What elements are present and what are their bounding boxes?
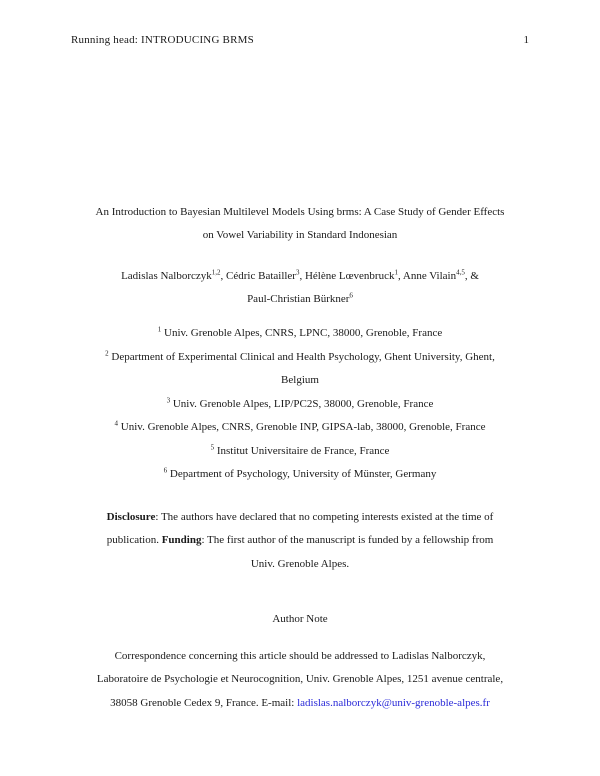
paper-title-line-2: on Vowel Variability in Standard Indonesian xyxy=(202,229,398,241)
paper-title-line-1: An Introduction to Bayesian Multilevel Models Using brms: A Case Study of Gender Effects xyxy=(95,206,505,218)
author-affiliation-marker: 1,2 xyxy=(211,268,221,277)
affiliation-2 xyxy=(0,351,600,363)
affiliation-number: 2 xyxy=(105,349,109,358)
author-list xyxy=(0,266,600,286)
author-affiliation-marker: 6 xyxy=(349,291,353,300)
author-name: Ladislas Nalborczyk xyxy=(121,270,212,282)
author-note-line-3 xyxy=(0,697,600,709)
affiliation-text: Univ. Grenoble Alpes, LIP/PC2S, 38000, Grenoble, France xyxy=(172,398,434,410)
author-name: Paul-Christian Bürkner xyxy=(247,293,350,305)
author-note-heading: Author Note xyxy=(272,613,328,625)
author-affiliation-marker: 3 xyxy=(295,268,300,277)
affiliation-text: Univ. Grenoble Alpes, CNRS, LPNC, 38000, Grenoble, France xyxy=(164,327,443,339)
running-head: Running head: INTRODUCING BRMS xyxy=(71,34,254,46)
author-list-line-2 xyxy=(0,289,600,309)
author-note-line-1: Correspondence concerning this article should be addressed to Ladislas Nalborczyk, xyxy=(114,650,486,662)
correspondence-address: 38058 Grenoble Cedex 9, France. E-mail: xyxy=(110,697,298,709)
funding-label: Funding xyxy=(161,534,202,546)
affiliation-3 xyxy=(0,398,600,410)
author-affiliation-marker: 1 xyxy=(394,268,398,277)
affiliation-text: Univ. Grenoble Alpes, CNRS, Grenoble INP, GIPSA-lab, 38000, Grenoble, France xyxy=(120,421,486,433)
disclosure-label: Disclosure xyxy=(106,511,156,523)
author-name: Cédric Batailler xyxy=(226,270,296,282)
author-affiliation-marker: 4,5 xyxy=(456,268,465,277)
affiliation-number: 1 xyxy=(157,325,162,334)
disclosure-line-3: Univ. Grenoble Alpes. xyxy=(250,558,350,570)
disclosure-line-1 xyxy=(0,511,600,523)
disclosure-line-2 xyxy=(0,534,600,546)
email-link[interactable]: ladislas.nalborczyk@univ-grenoble-alpes.fr xyxy=(297,697,490,709)
affiliation-number: 5 xyxy=(210,443,215,452)
author-separator: , xyxy=(220,270,227,282)
affiliation-number: 6 xyxy=(163,466,168,475)
disclosure-text: : The authors have declared that no competing interests existed at the time of xyxy=(155,511,494,523)
page-number: 1 xyxy=(523,34,529,46)
author-note-line-2: Laboratoire de Psychologie et Neurocognition, Univ. Grenoble Alpes, 1251 avenue centrale, xyxy=(96,673,504,685)
affiliation-4 xyxy=(0,421,600,433)
disclosure-text: publication. xyxy=(106,534,162,546)
funding-text: : The first author of the manuscript is funded by a fellowship from xyxy=(201,534,494,546)
affiliation-5 xyxy=(0,445,600,457)
author-separator: , xyxy=(299,270,305,282)
affiliation-6 xyxy=(0,468,600,480)
affiliation-number: 3 xyxy=(166,396,171,405)
author-separator: , & xyxy=(464,270,479,282)
author-name: Hélène Lœvenbruck xyxy=(304,270,395,282)
affiliation-text: Department of Experimental Clinical and Health Psychology, Ghent University, Ghent, xyxy=(111,351,495,363)
author-name: Anne Vilain xyxy=(402,270,457,282)
author-separator: , xyxy=(397,270,403,282)
affiliation-1 xyxy=(0,327,600,339)
affiliation-text: Department of Psychology, University of Münster, Germany xyxy=(169,468,437,480)
affiliation-number: 4 xyxy=(114,419,119,428)
affiliation-2-continued: Belgium xyxy=(281,374,319,386)
affiliation-text: Institut Universitaire de France, France xyxy=(216,445,390,457)
